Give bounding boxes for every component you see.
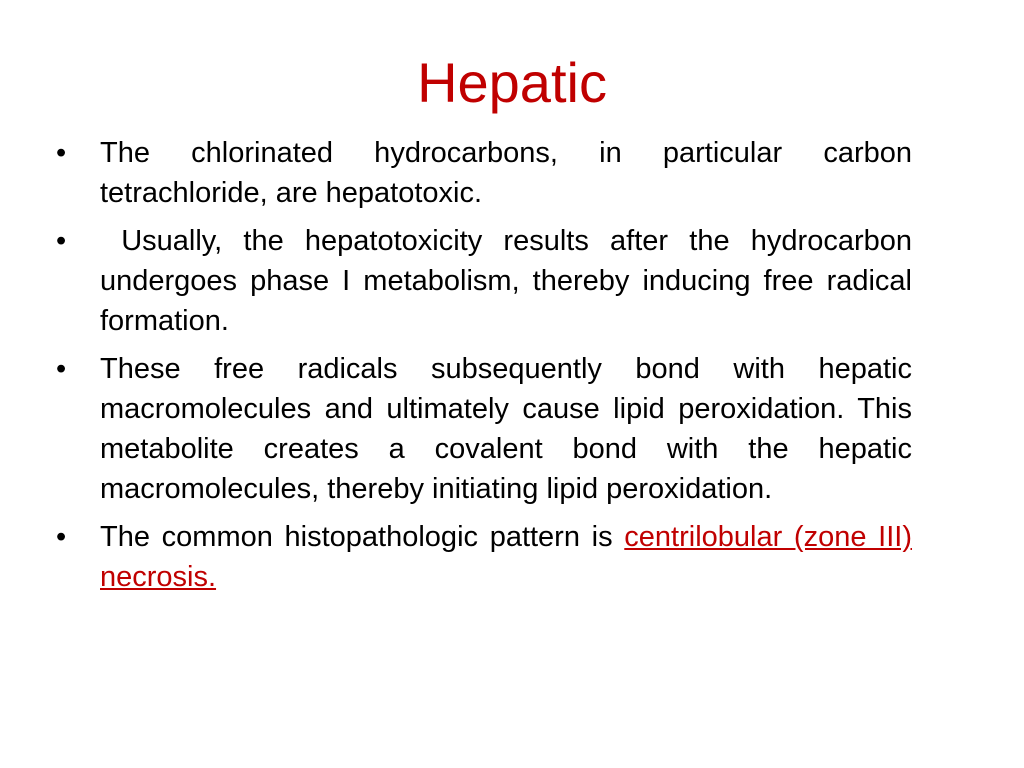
bullet-text: These free radicals subsequently bond with hepatic macromolecules and ultimately cause lipid peroxidation. This metabolite creates a covalent bond with the hepatic macromolecules, thereby initiating lipid peroxidation. [100, 353, 912, 505]
bullet-text: Usually, the hepatotoxicity results after the hydrocarbon undergoes phase I metabolism, thereby inducing free radical formation. [100, 225, 921, 337]
bullet-point-icon: • [56, 521, 67, 553]
bullet-item-4 [56, 517, 912, 597]
centrilobular-necrosis-link[interactable]: centrilobular (zone III) necrosis. [100, 521, 912, 593]
bullet-point-icon: • [56, 225, 67, 257]
bullet-point-icon: • [56, 353, 67, 385]
bullet-point-icon: • [56, 137, 67, 169]
bullet-item-1 [56, 133, 912, 213]
slide-title: Hepatic [417, 51, 607, 114]
bullet-text: The chlorinated hydrocarbons, in particular carbon tetrachloride, are hepatotoxic. [100, 137, 912, 209]
bullet-item-2 [56, 221, 921, 341]
bullet-item-3 [56, 349, 912, 509]
bullet-text: The common histopathologic pattern is [100, 521, 625, 553]
bullet-list [56, 133, 921, 605]
